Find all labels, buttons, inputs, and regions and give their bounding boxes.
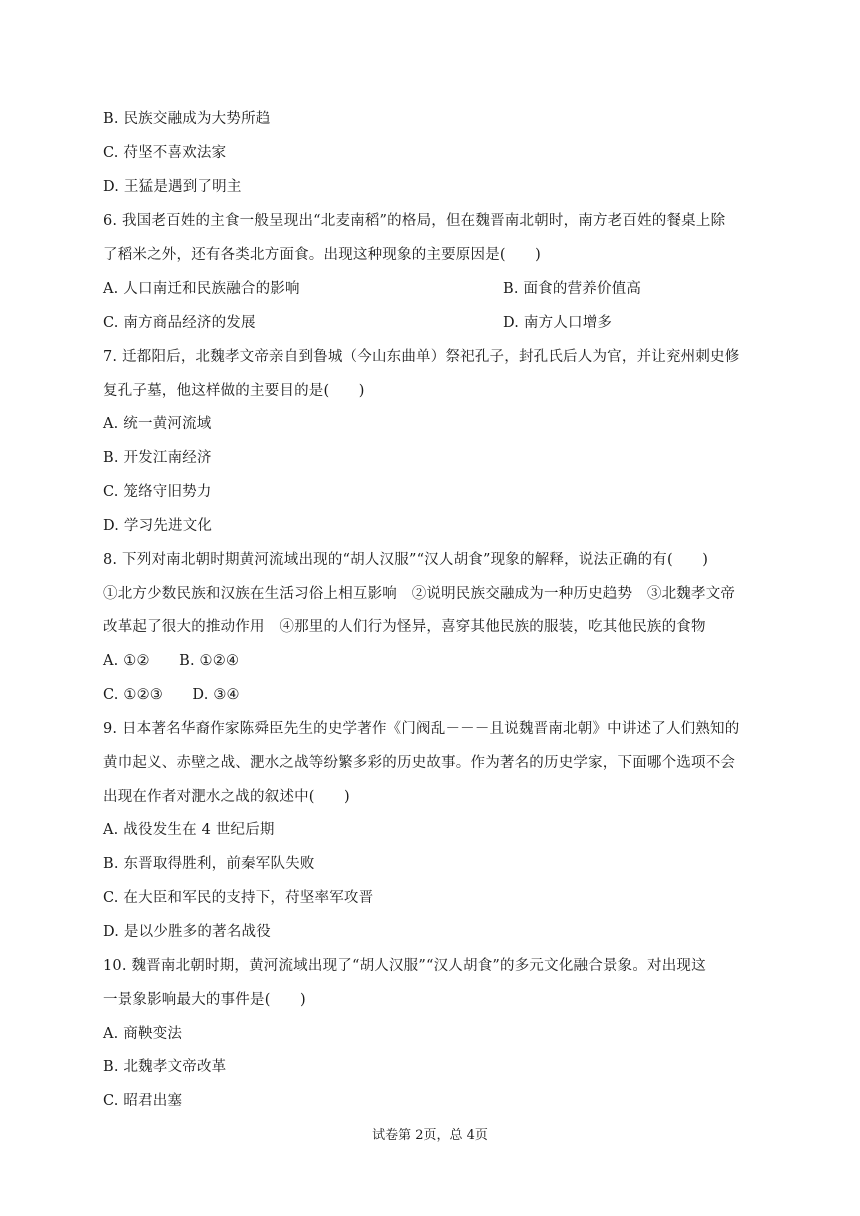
q7-stem-line1: 7. 迁都阳后，北魏孝文帝亲自到鲁城（今山东曲单）祭祀孔子，封孔氏后人为官，并让兖州刺史修 [103,349,740,365]
q9-option-a: A. 战役发生在 4 世纪后期 [103,822,275,838]
q9-option-c: C. 在大臣和军民的支持下，苻坚率军攻晋 [103,890,374,906]
q9-option-b: B. 东晋取得胜利，前秦军队失败 [103,856,315,872]
q9-stem-line2: 黄巾起义、赤壁之战、淝水之战等纷繁多彩的历史故事。作为著名的历史学家，下面哪个选项不会 [103,755,736,771]
q10-stem-line1: 10. 魏晋南北朝时期，黄河流域出现了“胡人汉服”“汉人胡食”的多元文化融合景象。对出现这 [103,958,706,974]
q6-option-d: D. 南方人口增多 [503,315,613,331]
q10-option-a: A. 商鞅变法 [103,1026,183,1042]
q6-stem-line1: 6. 我国老百姓的主食一般呈现出“北麦南稻”的格局，但在魏晋南北朝时，南方老百姓的餐桌上除 [103,213,726,229]
q8-options-ab: A. ①② B. ①②④ [103,653,240,669]
q7-option-d: D. 学习先进文化 [103,518,213,534]
q6-option-b: B. 面食的营养价值高 [503,281,642,297]
q9-option-d: D. 是以少胜多的著名战役 [103,924,271,940]
q10-option-b: B. 北魏孝文帝改革 [103,1059,227,1075]
q7-stem-line2: 复孔子墓，他这样做的主要目的是( ) [103,383,365,399]
q6-option-a: A. 人口南迁和民族融合的影响 [103,281,300,297]
q8-options-cd: C. ①②③ D. ③④ [103,687,240,703]
q6-stem-line2: 了稻米之外，还有各类北方面食。出现这种现象的主要原因是( ) [103,247,542,263]
q9-stem-line1: 9. 日本著名华裔作家陈舜臣先生的史学著作《门阀乱－－－且说魏晋南北朝》中讲述了人们熟知的 [103,721,740,737]
q5-option-c: C. 苻坚不喜欢法家 [103,145,227,161]
q8-stem-line1: 8. 下列对南北朝时期黄河流域出现的“胡人汉服”“汉人胡食”现象的解释，说法正确的有( ) [103,552,709,568]
q8-stem-line3: 改革起了很大的推动作用 ④那里的人们行为怪异，喜穿其他民族的服装，吃其他民族的食物 [103,619,706,635]
q9-stem-line3: 出现在作者对淝水之战的叙述中( ) [103,789,350,805]
q10-option-c: C. 昭君出塞 [103,1093,183,1109]
q6-option-c: C. 南方商品经济的发展 [103,315,256,331]
q10-stem-line2: 一景象影响最大的事件是( ) [103,992,306,1008]
q6-options-row2 [103,313,613,333]
q8-stem-line2: ①北方少数民族和汉族在生活习俗上相互影响 ②说明民族交融成为一种历史趋势 ③北魏孝文帝 [103,586,736,602]
page-footer: 试卷第 2页，总 4页 [372,1128,488,1143]
q5-option-d: D. 王猛是遇到了明主 [103,179,242,195]
q7-option-a: A. 统一黄河流域 [103,416,212,432]
q5-option-b: B. 民族交融成为大势所趋 [103,111,271,127]
q7-option-c: C. 笼络守旧势力 [103,484,212,500]
q6-options-row1 [103,279,642,299]
q7-option-b: B. 开发江南经济 [103,450,212,466]
